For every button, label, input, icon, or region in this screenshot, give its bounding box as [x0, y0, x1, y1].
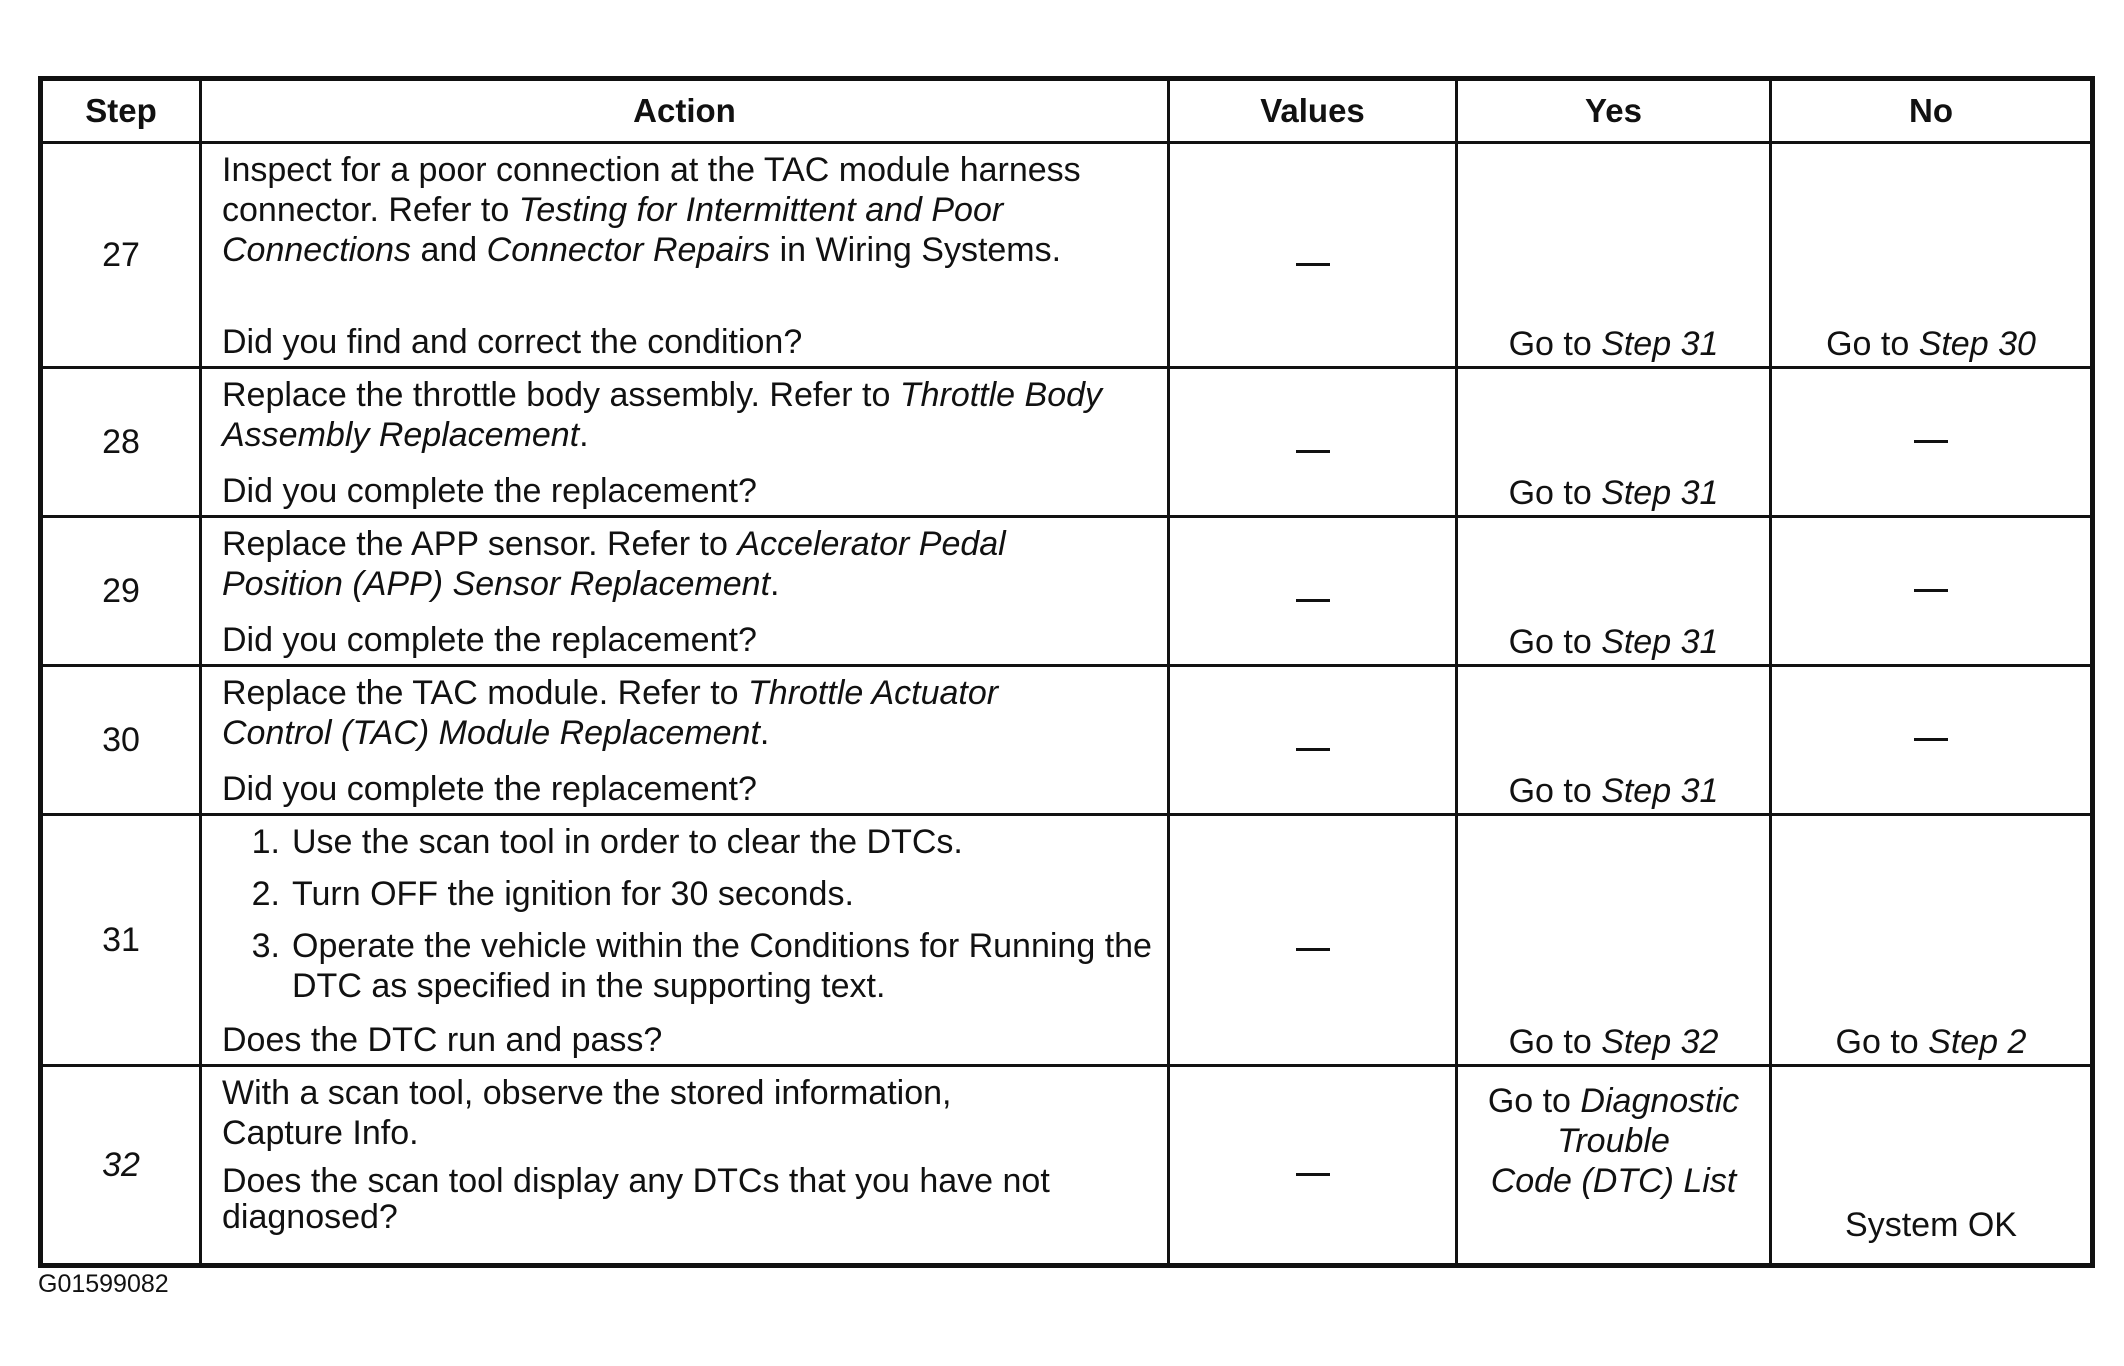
yes-text: Go to Diagnostic Trouble Code (DTC) List [1487, 1082, 1740, 1200]
dash [1296, 263, 1330, 266]
yes-cell [1457, 1066, 1771, 1266]
action-question: Does the DTC run and pass? [222, 1021, 663, 1059]
action-cell [201, 143, 1169, 368]
no-text: System OK [1845, 1206, 2017, 1244]
table-row-step-32 [41, 1066, 2093, 1266]
list-item: 3. Operate the vehicle within the Conditions for Running the DTC as specified in the supporting text. [251, 927, 1152, 1005]
action-line: Capture Info. [222, 1114, 419, 1152]
dash [1914, 589, 1948, 592]
action-line: With a scan tool, observe the stored information, [222, 1074, 952, 1112]
no-cell: Go to Step 30 [1771, 143, 2093, 368]
table-row-step-27 [41, 143, 2093, 368]
header-no: No [1771, 79, 2093, 143]
action-cell [201, 368, 1169, 517]
header-action: Action [201, 79, 1169, 143]
no-cell [1771, 1066, 2093, 1266]
list-item: 2. Turn OFF the ignition for 30 seconds. [251, 875, 854, 913]
action-question: Did you complete the replacement? [222, 472, 757, 510]
values-cell [1169, 815, 1457, 1066]
no-cell [1771, 517, 2093, 666]
values-cell [1169, 1066, 1457, 1266]
action-text [222, 1073, 1155, 1153]
action-cell [201, 815, 1169, 1066]
action-cell [201, 517, 1169, 666]
action-question: Did you complete the replacement? [222, 770, 757, 808]
step-number: 27 [41, 143, 201, 368]
no-cell: Go to Step 2 [1771, 815, 2093, 1066]
header-step: Step [41, 79, 201, 143]
diagnostic-table-sheet [38, 76, 2090, 1268]
action-text [222, 524, 1155, 604]
dash [1914, 440, 1948, 443]
procedure-list [222, 822, 1155, 1006]
values-cell [1169, 368, 1457, 517]
dash [1296, 748, 1330, 751]
yes-cell: Go to Step 31 [1457, 517, 1771, 666]
dash [1296, 599, 1330, 602]
yes-cell: Go to Step 31 [1457, 368, 1771, 517]
action-question: Did you complete the replacement? [222, 621, 757, 659]
action-question: Does the scan tool display any DTCs that you have not diagnosed? [222, 1162, 1050, 1236]
values-cell [1169, 517, 1457, 666]
action-line: Inspect for a poor connection at the TAC module harness [222, 151, 1081, 189]
table-row-step-30 [41, 666, 2093, 815]
action-text [222, 150, 1155, 270]
action-text [222, 375, 1155, 455]
yes-cell: Go to Step 31 [1457, 666, 1771, 815]
dash [1296, 1173, 1330, 1176]
header-values: Values [1169, 79, 1457, 143]
table-row-step-28 [41, 368, 2093, 517]
action-question: Did you find and correct the condition? [222, 323, 803, 361]
values-cell [1169, 143, 1457, 368]
table-row-step-29 [41, 517, 2093, 666]
diagnostic-table [38, 76, 2095, 1268]
yes-cell: Go to Step 32 [1457, 815, 1771, 1066]
action-line: Replace the throttle body assembly. Refer to Throttle Body [222, 376, 1103, 414]
values-cell [1169, 666, 1457, 815]
action-cell [201, 666, 1169, 815]
action-line: connector. Refer to Testing for Intermittent and Poor [222, 191, 1004, 229]
dash [1296, 450, 1330, 453]
no-cell [1771, 666, 2093, 815]
yes-cell: Go to Step 31 [1457, 143, 1771, 368]
dash [1914, 738, 1948, 741]
table-row-step-31 [41, 815, 2093, 1066]
step-number: 29 [41, 517, 201, 666]
step-number: 30 [41, 666, 201, 815]
action-cell [201, 1066, 1169, 1266]
action-text [222, 673, 1155, 753]
table-header-row [41, 79, 2093, 143]
step-number: 32 [41, 1066, 201, 1266]
action-line: Connections and Connector Repairs in Wiring Systems. [222, 231, 1062, 269]
action-line: Position (APP) Sensor Replacement. [222, 565, 780, 603]
step-number: 28 [41, 368, 201, 517]
action-line: Replace the APP sensor. Refer to Accelerator Pedal [222, 525, 1006, 563]
no-cell [1771, 368, 2093, 517]
figure-reference: G01599082 [38, 1270, 169, 1298]
list-item: 1. Use the scan tool in order to clear the DTCs. [251, 823, 963, 861]
action-line: Assembly Replacement. [222, 416, 589, 454]
step-number: 31 [41, 815, 201, 1066]
header-yes: Yes [1457, 79, 1771, 143]
action-line: Control (TAC) Module Replacement. [222, 714, 770, 752]
dash [1296, 948, 1330, 951]
action-line: Replace the TAC module. Refer to Throttle Actuator [222, 674, 999, 712]
